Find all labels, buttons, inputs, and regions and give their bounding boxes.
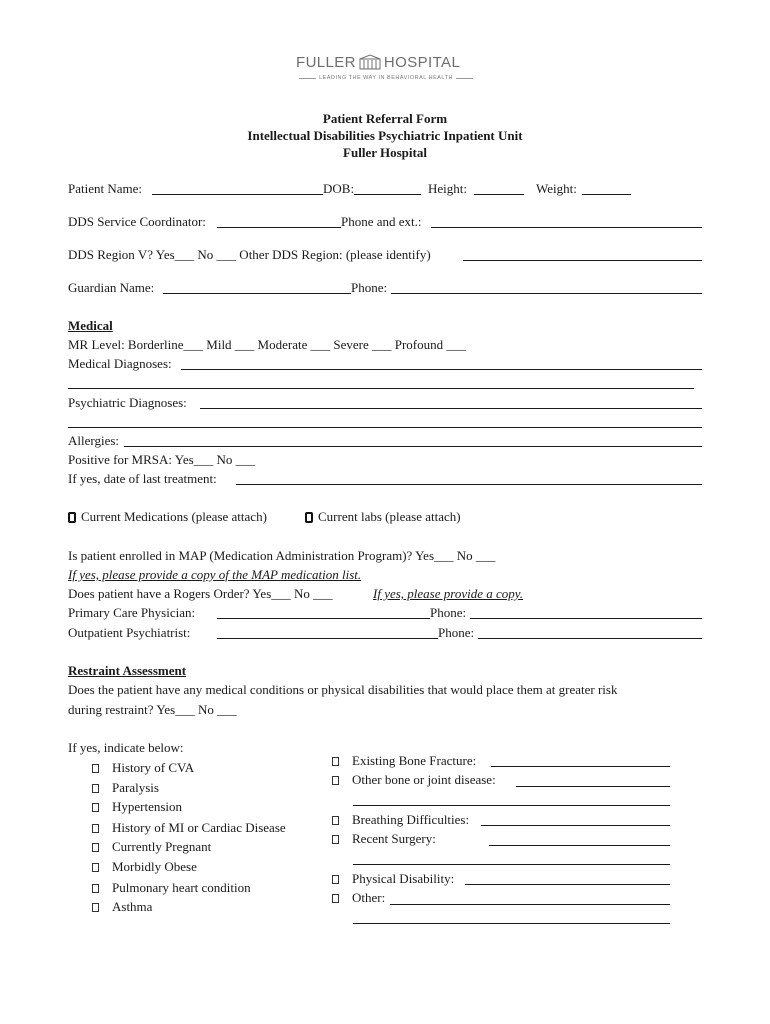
bone-joint-checkbox[interactable] (332, 776, 339, 785)
dds-region-label: DDS Region V? Yes___ No ___ Other DDS Region: (please identify) (68, 247, 431, 262)
breathing-checkbox[interactable] (332, 816, 339, 825)
form-title: Patient Referral Form (322, 111, 448, 126)
cva-checkbox[interactable] (92, 764, 99, 773)
current-labs-label: Current labs (please attach) (318, 509, 461, 524)
bone-fracture-checkbox[interactable] (332, 757, 339, 766)
checklist-item-pulmonary[interactable] (92, 880, 251, 896)
obese-label: Morbidly Obese (112, 859, 197, 874)
psychiatrist-phone-field[interactable] (478, 638, 702, 639)
psychiatric-diagnoses-label: Psychiatric Diagnoses: (68, 395, 187, 410)
form-subtitle-unit: Intellectual Disabilities Psychiatric Inpatient Unit (247, 128, 523, 143)
paralysis-checkbox[interactable] (92, 784, 99, 793)
logo-wordmark (296, 52, 476, 72)
weight-field[interactable] (582, 194, 631, 195)
current-medications-checkbox[interactable] (68, 512, 76, 523)
other-dds-region-field[interactable] (463, 260, 702, 261)
hypertension-checkbox[interactable] (92, 803, 99, 812)
form-subtitle-hospital: Fuller Hospital (343, 145, 427, 160)
checklist-item-other[interactable] (332, 890, 385, 906)
guardian-name-label: Guardian Name: (68, 280, 155, 295)
logo-name-left: FULLER (296, 53, 356, 71)
pregnant-checkbox[interactable] (92, 843, 99, 852)
cardiac-label: History of MI or Cardiac Disease (112, 820, 286, 835)
surgery-checkbox[interactable] (332, 835, 339, 844)
tagline-rule-right (456, 78, 473, 79)
checklist-item-asthma[interactable] (92, 899, 152, 915)
dds-coordinator-label: DDS Service Coordinator: (68, 214, 206, 229)
pcp-phone-label: Phone: (430, 605, 467, 620)
breathing-label: Breathing Difficulties: (352, 812, 470, 827)
surgery-field[interactable] (489, 845, 670, 846)
building-icon (359, 54, 381, 70)
psychiatrist-label: Outpatient Psychiatrist: (68, 625, 191, 640)
mr-level-line: MR Level: Borderline___ Mild ___ Moderate ___ Severe ___ Profound ___ (68, 337, 466, 352)
pregnant-label: Currently Pregnant (112, 839, 212, 854)
restraint-question-line2: during restraint? Yes___ No ___ (68, 702, 237, 717)
guardian-phone-label: Phone: (351, 280, 388, 295)
other-field-line2[interactable] (353, 923, 670, 924)
current-medications-item[interactable] (68, 509, 267, 525)
checklist-item-paralysis[interactable] (92, 780, 159, 796)
tagline-rule-left (299, 78, 316, 79)
psychiatric-diagnoses-field[interactable] (200, 408, 702, 409)
checklist-item-pregnant[interactable] (92, 839, 211, 855)
rogers-note: If yes, please provide a copy. (373, 586, 524, 601)
guardian-phone-field[interactable] (391, 293, 702, 294)
current-medications-label: Current Medications (please attach) (81, 509, 267, 524)
current-labs-item[interactable] (305, 509, 461, 525)
restraint-question-line1: Does the patient have any medical conditions or physical disabilities that would place them at greater risk (68, 682, 618, 697)
allergies-label: Allergies: (68, 433, 120, 448)
dob-label: DOB: (323, 181, 355, 196)
bone-joint-field[interactable] (516, 786, 670, 787)
bone-fracture-label: Existing Bone Fracture: (352, 753, 477, 768)
bone-joint-field-line2[interactable] (353, 805, 670, 806)
physical-disability-field[interactable] (465, 884, 670, 885)
obese-checkbox[interactable] (92, 863, 99, 872)
last-treatment-label: If yes, date of last treatment: (68, 471, 217, 486)
other-label: Other: (352, 890, 386, 905)
psychiatric-diagnoses-field-line2[interactable] (68, 427, 702, 428)
checklist-item-breathing[interactable] (332, 812, 469, 828)
psychiatrist-field[interactable] (217, 638, 438, 639)
restraint-heading: Restraint Assessment (68, 663, 187, 678)
current-labs-checkbox[interactable] (305, 512, 313, 523)
dob-field[interactable] (354, 194, 421, 195)
dds-coordinator-field[interactable] (217, 227, 341, 228)
medical-diagnoses-field-line2[interactable] (68, 388, 694, 389)
height-field[interactable] (474, 194, 524, 195)
checklist-item-cardiac[interactable] (92, 820, 286, 836)
pcp-field[interactable] (217, 618, 430, 619)
cardiac-checkbox[interactable] (92, 824, 99, 833)
patient-name-label: Patient Name: (68, 181, 143, 196)
other-field[interactable] (390, 904, 670, 905)
checklist-item-hypertension[interactable] (92, 799, 182, 815)
logo-tagline: LEADING THE WAY IN BEHAVIORAL HEALTH (319, 75, 453, 81)
surgery-field-line2[interactable] (353, 864, 670, 865)
checklist-item-bone-fracture[interactable] (332, 753, 476, 769)
logo-tagline-row (296, 73, 476, 83)
checklist-item-physical-disability[interactable] (332, 871, 454, 887)
breathing-field[interactable] (481, 825, 670, 826)
pcp-label: Primary Care Physician: (68, 605, 196, 620)
map-question: Is patient enrolled in MAP (Medication Administration Program)? Yes___ No ___ (68, 548, 496, 563)
cva-label: History of CVA (112, 760, 195, 775)
medical-diagnoses-label: Medical Diagnoses: (68, 356, 172, 371)
asthma-checkbox[interactable] (92, 903, 99, 912)
physical-disability-label: Physical Disability: (352, 871, 455, 886)
paralysis-label: Paralysis (112, 780, 159, 795)
medical-heading: Medical (68, 318, 113, 333)
medical-diagnoses-field[interactable] (181, 369, 702, 370)
last-treatment-field[interactable] (236, 484, 702, 485)
guardian-name-field[interactable] (163, 293, 351, 294)
bone-joint-label: Other bone or joint disease: (352, 772, 496, 787)
patient-name-field[interactable] (152, 194, 323, 195)
hypertension-label: Hypertension (112, 799, 183, 814)
psychiatrist-phone-label: Phone: (438, 625, 475, 640)
other-checkbox[interactable] (332, 894, 339, 903)
checklist-item-surgery[interactable] (332, 831, 436, 847)
indicate-below-label: If yes, indicate below: (68, 740, 184, 755)
map-note: If yes, please provide a copy of the MAP medication list. (68, 567, 362, 582)
asthma-label: Asthma (112, 899, 153, 914)
pcp-phone-field[interactable] (470, 618, 702, 619)
rogers-question: Does patient have a Rogers Order? Yes___ No ___ (68, 586, 333, 601)
checklist-item-obese[interactable] (92, 859, 197, 875)
checklist-item-cva[interactable] (92, 760, 194, 776)
height-label: Height: (428, 181, 467, 196)
allergies-field[interactable] (124, 446, 702, 447)
hospital-logo (296, 52, 476, 86)
logo-name-right: HOSPITAL (383, 53, 461, 71)
mrsa-line: Positive for MRSA: Yes___ No ___ (68, 452, 256, 467)
bone-fracture-field[interactable] (491, 766, 670, 767)
pulmonary-label: Pulmonary heart condition (112, 880, 251, 895)
checklist-item-bone-joint[interactable] (332, 772, 496, 788)
surgery-label: Recent Surgery: (352, 831, 436, 846)
pulmonary-checkbox[interactable] (92, 884, 99, 893)
phone-ext-field[interactable] (431, 227, 702, 228)
phone-ext-label: Phone and ext.: (341, 214, 422, 229)
weight-label: Weight: (536, 181, 577, 196)
physical-disability-checkbox[interactable] (332, 875, 339, 884)
